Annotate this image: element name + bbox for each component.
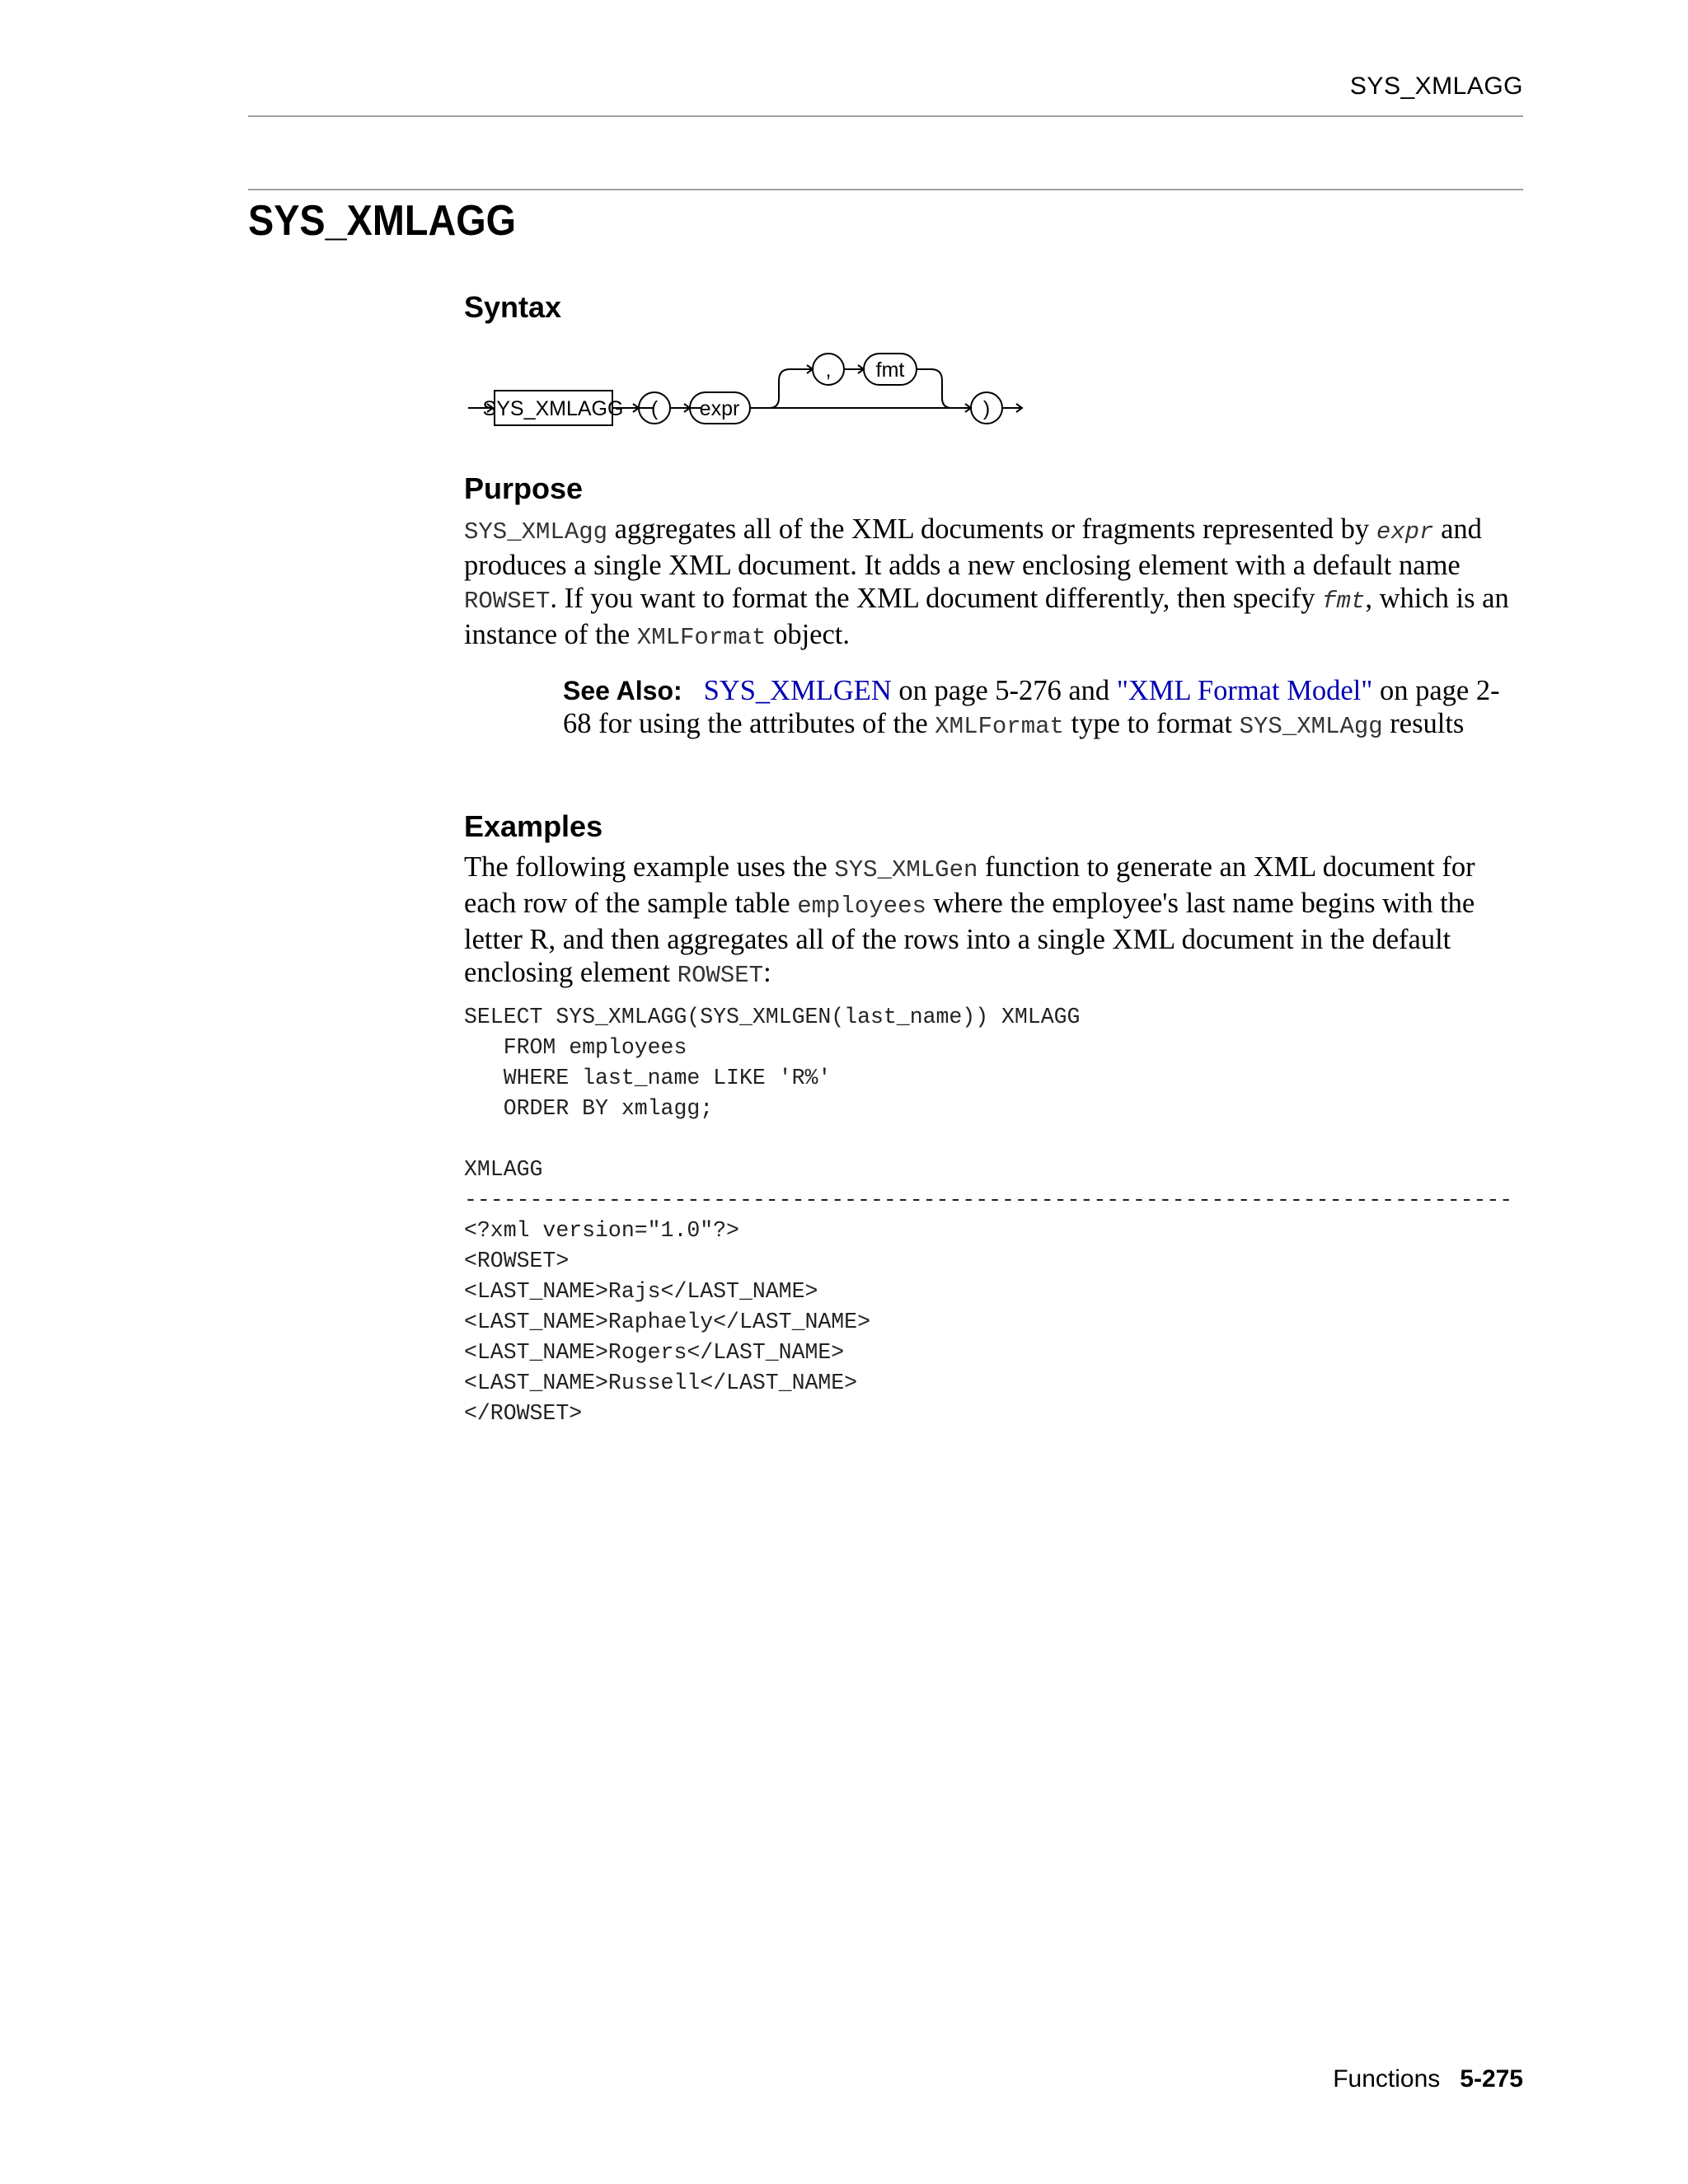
purpose-paragraph (464, 513, 1523, 654)
code-line: FROM employees (464, 1035, 687, 1060)
text-run: function to generate an XML document for each row of the sample table (464, 851, 1475, 919)
code-term: employees (797, 893, 926, 920)
code-line: -------------------------------------------------------------------------------- (464, 1188, 1513, 1212)
page-number: 5-275 (1460, 2065, 1523, 2093)
syntax-heading: Syntax (464, 290, 562, 324)
page-title: SYS_XMLAGG (248, 197, 517, 245)
diagram-fmt: fmt (875, 359, 905, 382)
text-run: object. (766, 619, 850, 650)
purpose-heading: Purpose (464, 471, 584, 505)
text-run: and produces a single XML document. It adds a new enclosing element with a default name (464, 513, 1482, 581)
see-also-label: See Also: (563, 676, 682, 705)
diagram-expr: expr (699, 397, 740, 420)
code-term: ROWSET (464, 588, 551, 615)
title-rule (248, 189, 1523, 190)
code-line: SELECT SYS_XMLAGG(SYS_XMLGEN(last_name)) XMLAGG (464, 1005, 1081, 1029)
code-term: SYS_XMLGen (834, 856, 978, 883)
code-line: </ROWSET> (464, 1401, 583, 1426)
code-line: <LAST_NAME>Rogers</LAST_NAME> (464, 1340, 845, 1365)
text-run: . If you want to format the XML document differently, then specify (550, 583, 1323, 614)
code-line: ORDER BY xmlagg; (464, 1096, 714, 1121)
code-line: <LAST_NAME>Rajs</LAST_NAME> (464, 1279, 818, 1304)
examples-heading: Examples (464, 809, 603, 843)
code-line: XMLAGG (464, 1157, 543, 1182)
diagram-comma: , (825, 359, 832, 382)
text-run: on page 5-276 and (891, 675, 1117, 706)
code-line: <ROWSET> (464, 1249, 570, 1273)
text-run: The following example uses the (464, 851, 835, 883)
code-term: ROWSET (677, 962, 764, 989)
syntax-diagram (462, 346, 1039, 437)
footer-section: Functions (1333, 2065, 1441, 2093)
code-term: expr (1376, 518, 1434, 546)
see-also-note (563, 674, 1511, 743)
text-run: on page 2-68 for using the attributes of the (563, 675, 1500, 739)
text-run: : (763, 957, 771, 988)
diagram-close-paren: ) (982, 397, 991, 420)
examples-paragraph (464, 851, 1523, 992)
code-line (464, 1124, 1512, 1155)
header-rule (248, 115, 1523, 117)
text-run: , which is an instance of the (464, 583, 1509, 650)
link-xml-format-model[interactable]: "XML Format Model" (1116, 675, 1373, 706)
running-header: SYS_XMLAGG (1349, 73, 1523, 100)
text-run: results (1382, 708, 1465, 739)
code-line: <LAST_NAME>Russell</LAST_NAME> (464, 1371, 858, 1395)
text-run: aggregates all of the XML documents or fragments represented by (607, 513, 1376, 545)
text-run: where the employee's last name begins with the letter R, and then aggregates all of the rows into a single XML document in the default enclosing element (464, 888, 1475, 988)
code-term: SYS_XMLAgg (1239, 713, 1383, 740)
diagram-open-paren: ( (650, 397, 659, 420)
code-line: <LAST_NAME>Raphaely</LAST_NAME> (464, 1310, 870, 1334)
code-term: XMLFormat (935, 713, 1064, 740)
code-line: <?xml version="1.0"?> (464, 1218, 739, 1243)
code-example (464, 1002, 1512, 1429)
page-footer (1333, 2065, 1523, 2093)
text-run: type to format (1063, 708, 1240, 739)
code-term: SYS_XMLAgg (464, 518, 608, 546)
code-line: WHERE last_name LIKE 'R%' (464, 1066, 832, 1090)
diagram-keyword: SYS_XMLAGG (482, 397, 624, 420)
code-term: XMLFormat (636, 624, 767, 651)
code-term: fmt (1322, 588, 1366, 615)
link-sys-xmlgen[interactable]: SYS_XMLGEN (703, 675, 892, 706)
